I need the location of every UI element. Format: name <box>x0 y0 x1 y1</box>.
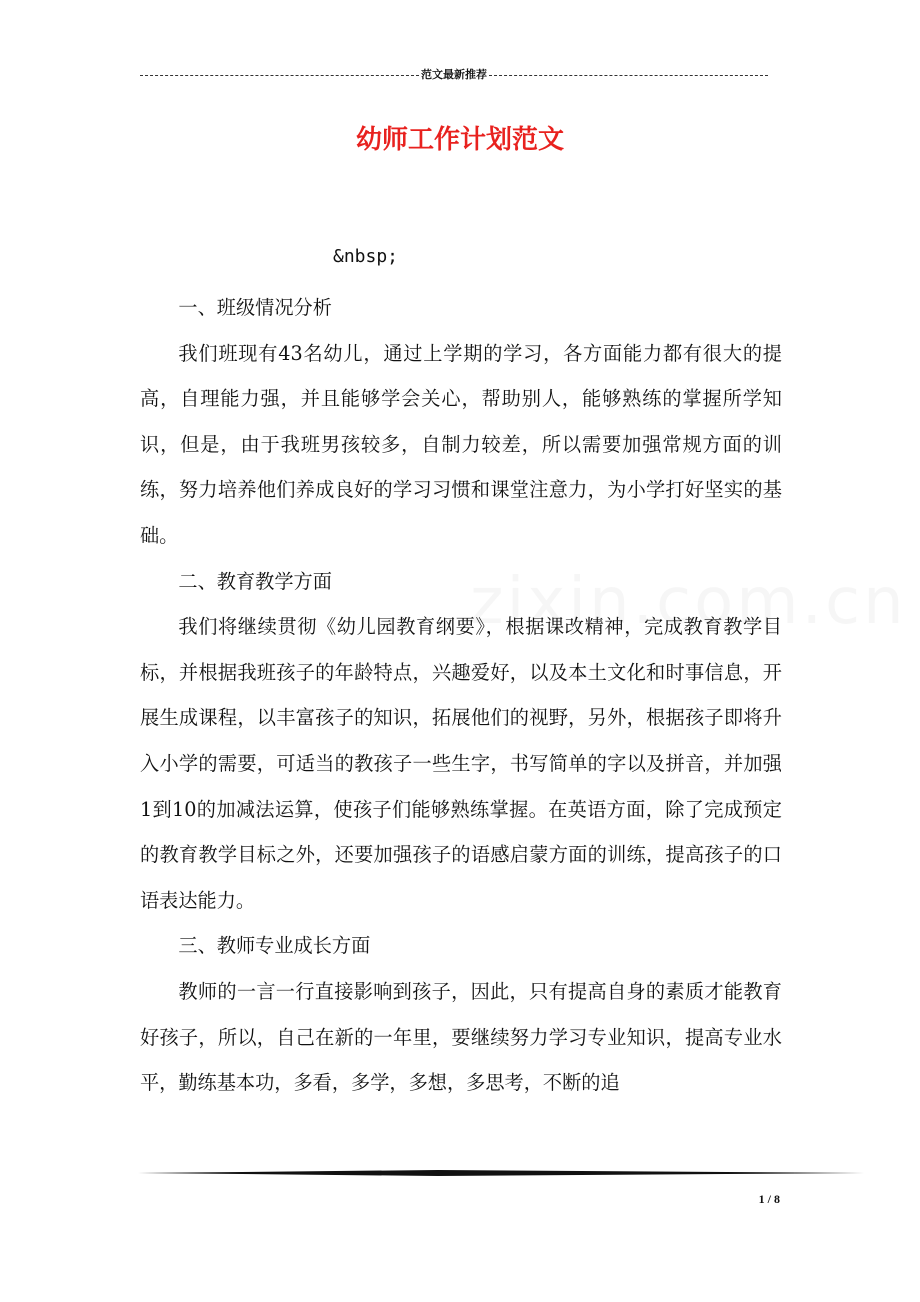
header-dash-right <box>489 75 768 76</box>
body-paragraph-1: 我们班现有43名幼儿，通过上学期的学习，各方面能力都有很大的提高，自理能力强，并且能够学会关心，帮助别人，能够熟练的掌握所学知识，但是，由于我班男孩较多，自制力较差，所以需要加强常规方面的训练，努力培养他们养成良好的学习习惯和课堂注意力，为小学打好坚实的基础。 <box>140 341 782 547</box>
footer-divider <box>138 1170 864 1176</box>
nbsp-line: &nbsp; <box>333 246 399 267</box>
section-heading-3: 三、教师专业成长方面 <box>178 934 371 958</box>
page-number: 1 / 8 <box>758 1192 780 1206</box>
header-dash-left <box>140 75 419 76</box>
section-heading-2: 二、教育教学方面 <box>178 569 332 593</box>
document-body <box>140 285 782 1106</box>
body-paragraph-3: 教师的一言一行直接影响到孩子，因此，只有提高自身的素质才能教育好孩子，所以，自己在新的一年里，要继续努力学习专业知识，提高专业水平，勤练基本功，多看，多学，多想，多思考，不断的追 <box>140 979 782 1095</box>
document-title: 幼师工作计划范文 <box>355 125 564 155</box>
header-label: 范文最新推荐 <box>421 68 487 81</box>
body-paragraph-2: 我们将继续贯彻《幼儿园教育纲要》，根据课改精神，完成教育教学目标，并根据我班孩子的年龄特点，兴趣爱好，以及本土文化和时事信息，开展生成课程，以丰富孩子的知识，拓展他们的视野，另外，根据孩子即将升入小学的需要，可适当的教孩子一些生字，书写简单的字以及拼音，并加强1到10的加减法运算，使孩子们能够熟练掌握。在英语方面，除了完成预定的教育教学目标之外，还要加强孩子的语感启蒙方面的训练，提高孩子的口语表达能力。 <box>140 615 782 912</box>
section-heading-1: 一、班级情况分析 <box>178 296 332 319</box>
page-header <box>140 68 768 82</box>
